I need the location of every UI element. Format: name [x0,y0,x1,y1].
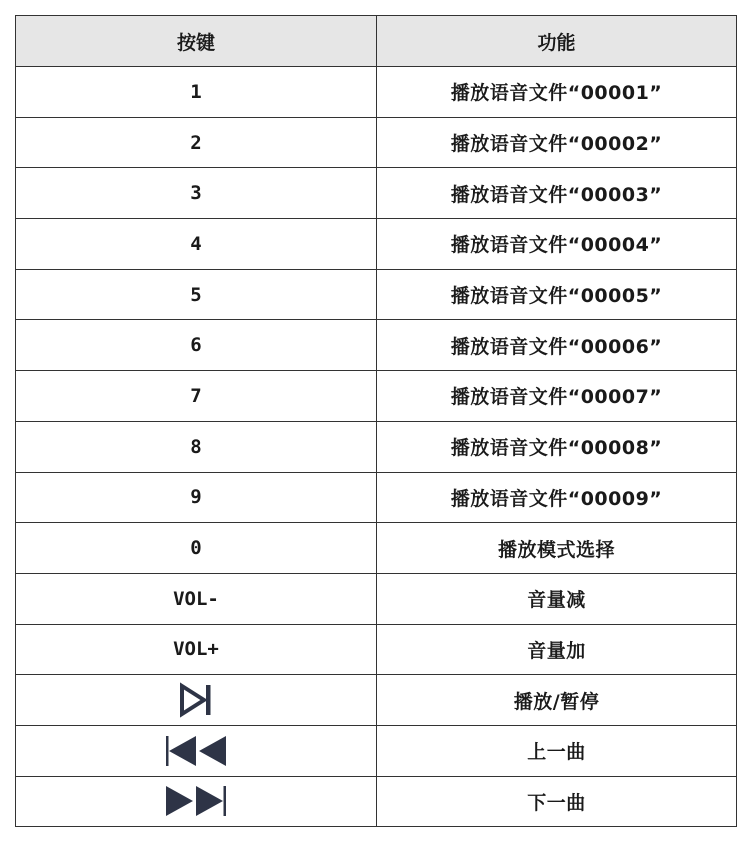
key-cell [16,725,377,776]
function-cell: 播放语音文件“00008” [377,421,737,472]
key-cell: 1 [16,67,377,118]
table-row [16,573,737,624]
table-header-row [16,16,737,67]
table-row [16,472,737,523]
function-cell: 播放语音文件“00002” [377,117,737,168]
function-cell: 播放/暂停 [377,675,737,726]
table-row [16,776,737,827]
header-function: 功能 [377,16,737,67]
table-row [16,675,737,726]
function-cell: 播放语音文件“00001” [377,67,737,118]
table-row [16,320,737,371]
table-row [16,168,737,219]
function-cell: 音量加 [377,624,737,675]
key-cell [16,675,377,726]
key-cell: VOL- [16,573,377,624]
key-cell: 8 [16,421,377,472]
function-cell: 播放语音文件“00004” [377,219,737,270]
table-row [16,421,737,472]
table-row [16,624,737,675]
key-cell [16,776,377,827]
next-track-icon [164,785,228,817]
function-cell: 播放语音文件“00009” [377,472,737,523]
key-cell: 9 [16,472,377,523]
key-cell: 0 [16,523,377,574]
key-cell: 4 [16,219,377,270]
function-cell: 播放模式选择 [377,523,737,574]
table-row [16,219,737,270]
table-row [16,117,737,168]
table-row [16,371,737,422]
function-cell: 播放语音文件“00003” [377,168,737,219]
table-row [16,67,737,118]
key-function-table [15,15,737,827]
table-row [16,269,737,320]
function-cell: 播放语音文件“00007” [377,371,737,422]
function-cell: 音量减 [377,573,737,624]
key-cell: VOL+ [16,624,377,675]
function-cell: 播放语音文件“00006” [377,320,737,371]
previous-track-icon [164,735,228,767]
key-cell: 5 [16,269,377,320]
function-cell: 下一曲 [377,776,737,827]
key-cell: 7 [16,371,377,422]
header-key: 按键 [16,16,377,67]
key-cell: 2 [16,117,377,168]
function-cell: 上一曲 [377,725,737,776]
table-row [16,725,737,776]
key-cell: 6 [16,320,377,371]
table-row [16,523,737,574]
key-cell: 3 [16,168,377,219]
play-pause-icon [178,682,214,718]
function-cell: 播放语音文件“00005” [377,269,737,320]
